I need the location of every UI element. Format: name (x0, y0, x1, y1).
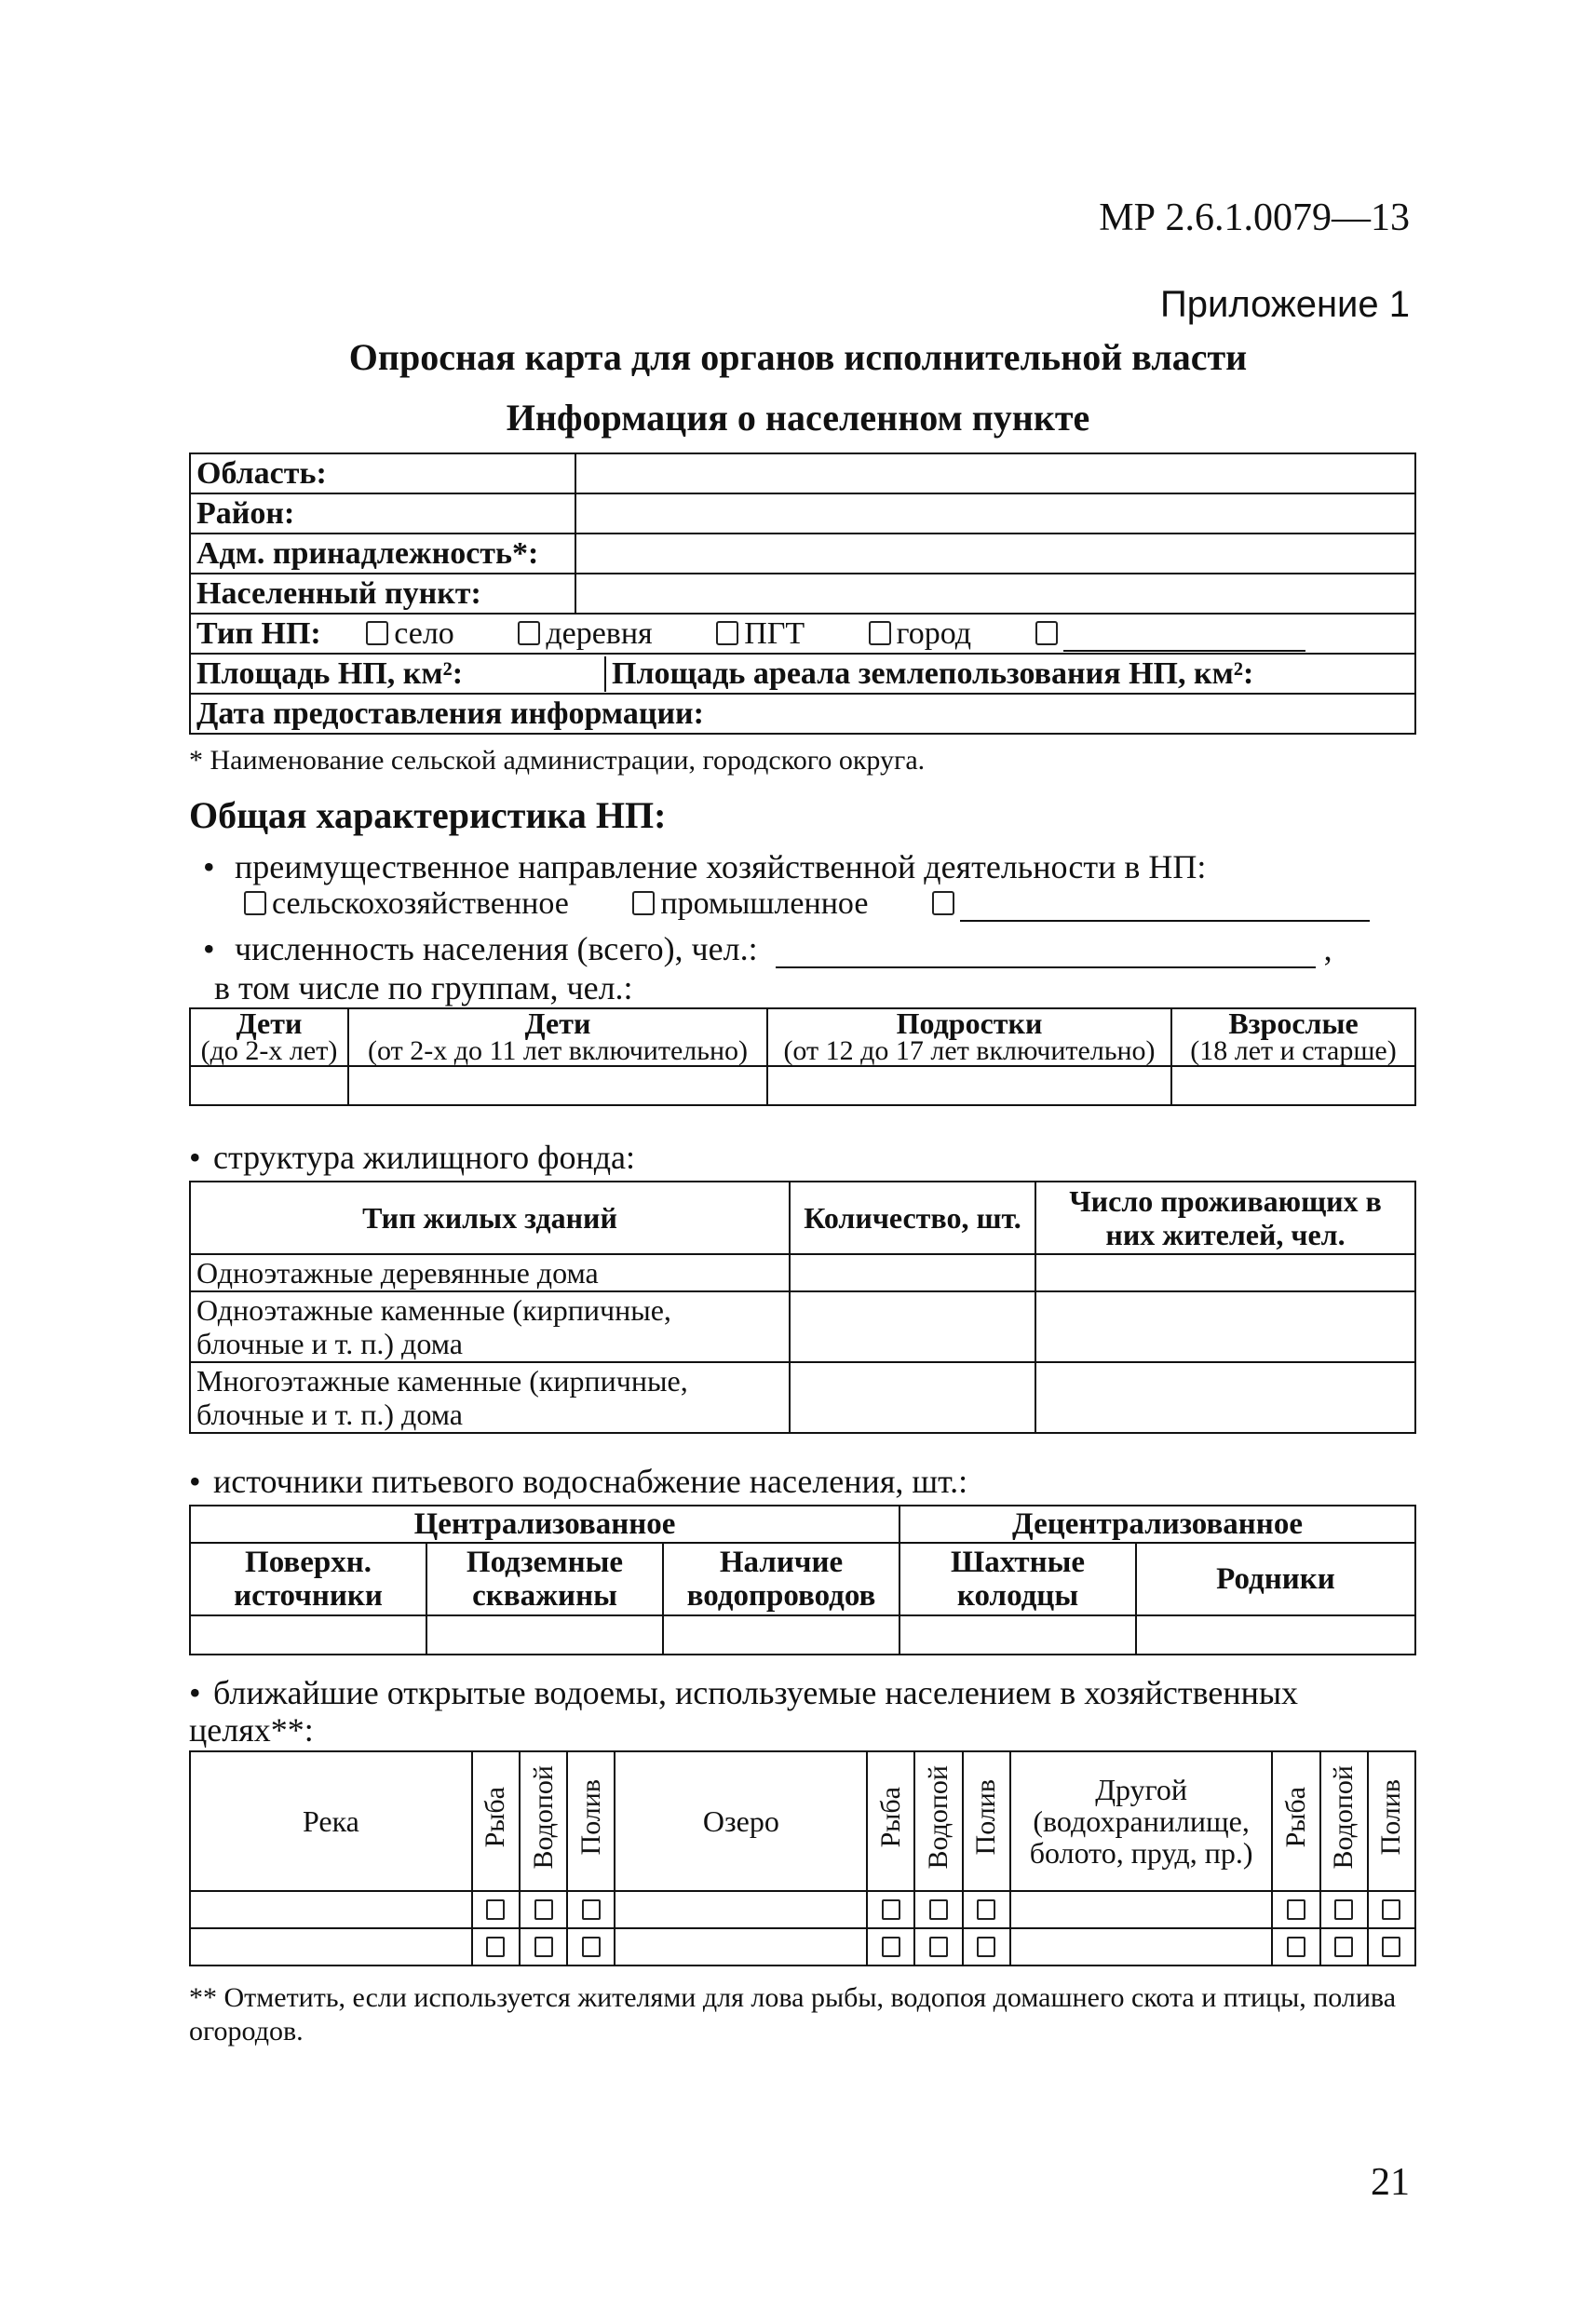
activity-text: преимущественное направление хозяйственной деятельности в НП: (235, 848, 1207, 885)
general-heading: Общая характеристика НП: (189, 794, 667, 836)
housing-row-label: Многоэтажные каменные (кирпичные, блочные и т. п.) дома (190, 1362, 790, 1433)
checkbox-icon[interactable] (882, 1899, 900, 1920)
pond-check[interactable] (1368, 1891, 1415, 1928)
bullet-icon: • (189, 1674, 201, 1711)
region-field[interactable] (575, 453, 1415, 493)
adm-label: Адм. принадлежность*: (190, 534, 575, 574)
checkbox-icon[interactable] (1287, 1899, 1305, 1920)
bullet-icon: • (203, 930, 215, 967)
pond-check[interactable] (472, 1928, 520, 1966)
adm-footnote: * Наименование сельской администрации, городского округа. (189, 745, 926, 776)
checkbox-icon[interactable] (534, 1899, 553, 1920)
pond-check[interactable] (1272, 1891, 1319, 1928)
sub-title: Информация о населенном пункте (506, 397, 1090, 439)
water-bodies-table (189, 1750, 1416, 1966)
checkbox-icon[interactable] (932, 891, 954, 915)
pond-name-cell[interactable] (190, 1928, 472, 1966)
checkbox-icon[interactable] (582, 1937, 601, 1957)
age-cell-adults[interactable] (1171, 1066, 1415, 1105)
pond-use-water: Водопой (914, 1751, 962, 1891)
bullet-icon: • (189, 1139, 201, 1176)
type-option-pgt[interactable]: ПГТ (716, 616, 805, 651)
checkbox-icon[interactable] (977, 1899, 995, 1920)
bullet-icon: • (203, 848, 215, 885)
checkbox-icon[interactable] (244, 891, 266, 915)
type-option-other[interactable] (1035, 616, 1305, 651)
area-row (190, 654, 1415, 694)
housing-residents-cell[interactable] (1035, 1291, 1415, 1362)
housing-header-count: Количество, шт. (790, 1182, 1035, 1254)
type-option-city[interactable]: город (869, 616, 971, 651)
water-header-wells: Подземные скважины (426, 1543, 663, 1615)
water-header-pipes: Наличие водопроводов (663, 1543, 899, 1615)
checkbox-icon[interactable] (486, 1899, 505, 1920)
housing-header-residents: Число проживающих в них жителей, чел. (1035, 1182, 1415, 1254)
housing-residents-cell[interactable] (1035, 1362, 1415, 1433)
housing-header-type: Тип жилых зданий (190, 1182, 790, 1254)
water-header-shaft-wells: Шахтные колодцы (899, 1543, 1136, 1615)
age-cell-infants[interactable] (190, 1066, 348, 1105)
activity-bullet (203, 847, 1206, 886)
type-label: Тип НП: (196, 615, 321, 651)
population-groups-text: в том числе по группам, чел.: (214, 969, 633, 1006)
pond-use-irrigation: Полив (567, 1751, 615, 1891)
housing-row-label: Одноэтажные каменные (кирпичные, блочные и т. п.) дома (190, 1291, 790, 1362)
pond-check[interactable] (567, 1891, 615, 1928)
appendix-label: Приложение 1 (1160, 284, 1410, 325)
area-label: Площадь НП, км²: (191, 656, 606, 692)
housing-text: структура жилищного фонда: (213, 1139, 636, 1176)
checkbox-icon[interactable] (366, 621, 388, 645)
pond-check[interactable] (867, 1928, 914, 1966)
checkbox-icon[interactable] (977, 1937, 995, 1957)
settlement-label: Населенный пункт: (190, 574, 575, 614)
ponds-footnote: ** Отметить, если используется жителями для лова рыбы, водопоя домашнего скота и птицы, полива огородов. (189, 1982, 1397, 2047)
pond-check[interactable] (1368, 1928, 1415, 1966)
type-option-village[interactable]: село (366, 616, 454, 651)
population-text: численность населения (всего), чел.: (235, 930, 758, 967)
water-cell[interactable] (1136, 1615, 1415, 1655)
activity-option-other[interactable] (932, 886, 1370, 921)
housing-count-cell[interactable] (790, 1254, 1035, 1291)
checkbox-icon[interactable] (486, 1937, 505, 1957)
housing-table (189, 1181, 1416, 1434)
checkbox-icon[interactable] (1287, 1937, 1305, 1957)
pond-check[interactable] (472, 1891, 520, 1928)
checkbox-icon[interactable] (582, 1899, 601, 1920)
activity-options (244, 886, 1370, 922)
water-cell[interactable] (899, 1615, 1136, 1655)
water-cell[interactable] (426, 1615, 663, 1655)
checkbox-icon[interactable] (534, 1937, 553, 1957)
water-sources-table (189, 1505, 1416, 1655)
water-cell[interactable] (663, 1615, 899, 1655)
water-text: источники питьевого водоснабжение населения, шт.: (213, 1463, 968, 1500)
district-field[interactable] (575, 493, 1415, 534)
checkbox-icon[interactable] (1035, 621, 1058, 645)
housing-row-label: Одноэтажные деревянные дома (190, 1254, 790, 1291)
water-group-centralized: Централизованное (190, 1506, 899, 1543)
pond-check[interactable] (1272, 1928, 1319, 1966)
housing-bullet (189, 1138, 635, 1177)
ponds-bullet (189, 1674, 1416, 1749)
bullet-icon: • (189, 1463, 201, 1500)
housing-count-cell[interactable] (790, 1291, 1035, 1362)
pond-check[interactable] (914, 1891, 962, 1928)
pond-check[interactable] (867, 1891, 914, 1928)
pond-check[interactable] (963, 1891, 1010, 1928)
age-cell-children[interactable] (348, 1066, 767, 1105)
pond-check[interactable] (963, 1928, 1010, 1966)
pond-use-fish: Рыба (867, 1751, 914, 1891)
checkbox-icon[interactable] (632, 891, 655, 915)
age-header-teens: Подростки (от 12 до 17 лет включительно) (767, 1008, 1171, 1066)
type-option-hamlet[interactable]: деревня (518, 616, 652, 651)
water-header-surface: Поверхн. источники (190, 1543, 426, 1615)
activity-option-agri[interactable]: сельскохозяйственное (244, 886, 569, 921)
pond-header-lake: Озеро (615, 1751, 867, 1891)
other-type-line[interactable] (1063, 650, 1305, 652)
checkbox-icon[interactable] (1334, 1937, 1353, 1957)
pond-name-cell[interactable] (615, 1928, 867, 1966)
checkbox-icon[interactable] (1334, 1899, 1353, 1920)
water-group-decentralized: Децентрализованное (899, 1506, 1415, 1543)
pond-check[interactable] (520, 1891, 567, 1928)
settlement-info-table (189, 453, 1416, 735)
adm-field[interactable] (575, 534, 1415, 574)
checkbox-icon[interactable] (1382, 1899, 1400, 1920)
date-label: Дата предоставления информации: (190, 694, 1415, 734)
population-line[interactable] (776, 966, 1316, 968)
age-header-infants: Дети (до 2-х лет) (190, 1008, 348, 1066)
activity-other-line[interactable] (960, 920, 1370, 922)
age-groups-table (189, 1007, 1416, 1106)
settlement-field[interactable] (575, 574, 1415, 614)
pond-name-cell[interactable] (190, 1891, 472, 1928)
pond-header-river: Река (190, 1751, 472, 1891)
pond-header-other: Другой (водохранилище, болото, пруд, пр.) (1010, 1751, 1273, 1891)
district-label: Район: (190, 493, 575, 534)
main-title: Опросная карта для органов исполнительной власти (348, 336, 1248, 378)
housing-count-cell[interactable] (790, 1362, 1035, 1433)
water-cell[interactable] (190, 1615, 426, 1655)
pond-check[interactable] (1320, 1891, 1368, 1928)
water-header-springs: Родники (1136, 1543, 1415, 1615)
pond-use-irrigation: Полив (963, 1751, 1010, 1891)
activity-option-industry[interactable]: промышленное (632, 886, 868, 921)
checkbox-icon[interactable] (929, 1937, 948, 1957)
type-row (190, 614, 1415, 654)
pond-check[interactable] (914, 1928, 962, 1966)
document-code: МР 2.6.1.0079—13 (1099, 196, 1410, 239)
checkbox-icon[interactable] (869, 621, 891, 645)
water-bullet (189, 1462, 967, 1501)
pond-check[interactable] (520, 1928, 567, 1966)
checkbox-icon[interactable] (518, 621, 540, 645)
checkbox-icon[interactable] (929, 1899, 948, 1920)
pond-check[interactable] (567, 1928, 615, 1966)
age-cell-teens[interactable] (767, 1066, 1171, 1105)
page-number: 21 (1371, 2161, 1410, 2204)
population-bullet: • численность населения (всего), чел.: , (203, 930, 1332, 967)
pond-use-irrigation: Полив (1368, 1751, 1415, 1891)
pond-use-fish: Рыба (472, 1751, 520, 1891)
pond-use-water: Водопой (520, 1751, 567, 1891)
land-area-label: Площадь ареала землепользования НП, км²: (612, 655, 1254, 691)
checkbox-icon[interactable] (882, 1937, 900, 1957)
checkbox-icon[interactable] (716, 621, 738, 645)
age-header-adults: Взрослые (18 лет и старше) (1171, 1008, 1415, 1066)
age-header-children: Дети (от 2-х до 11 лет включительно) (348, 1008, 767, 1066)
region-label: Область: (190, 453, 575, 493)
pond-name-cell[interactable] (615, 1891, 867, 1928)
ponds-text: ближайшие открытые водоемы, используемые населением в хозяйственных целях**: (189, 1674, 1299, 1749)
pond-use-water: Водопой (1320, 1751, 1368, 1891)
housing-residents-cell[interactable] (1035, 1254, 1415, 1291)
checkbox-icon[interactable] (1382, 1937, 1400, 1957)
pond-check[interactable] (1320, 1928, 1368, 1966)
pond-name-cell[interactable] (1010, 1928, 1273, 1966)
pond-name-cell[interactable] (1010, 1891, 1273, 1928)
pond-use-fish: Рыба (1272, 1751, 1319, 1891)
